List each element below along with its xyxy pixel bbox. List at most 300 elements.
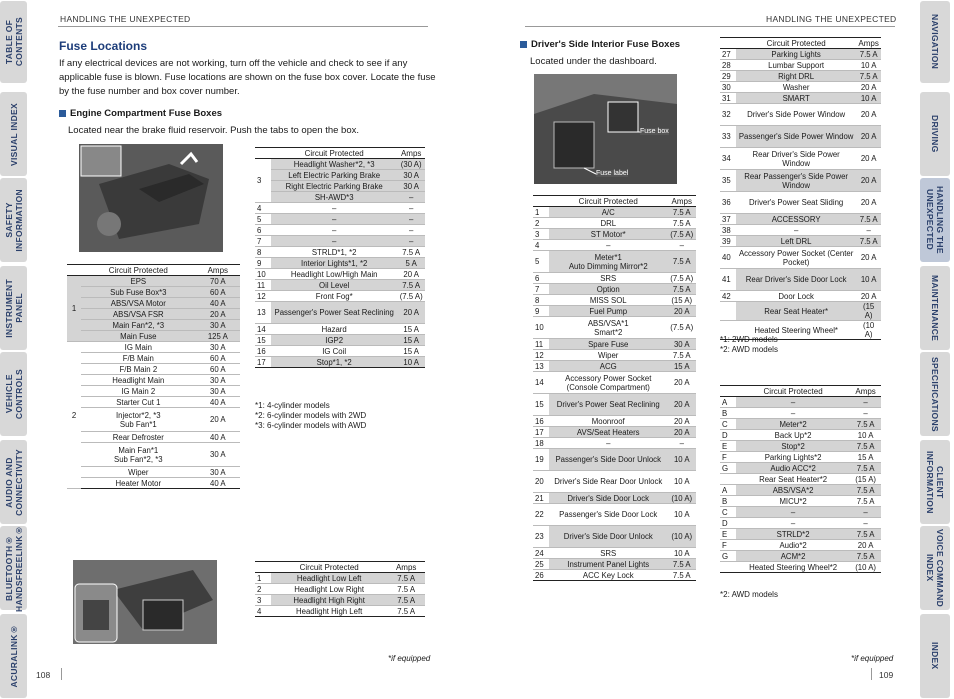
table-row [720, 236, 881, 247]
amps-value: 30 A [397, 170, 425, 181]
circuit-name: ABS/VSA*2 [736, 485, 850, 496]
side-tab-left-4[interactable] [0, 352, 27, 436]
circuit-name: DRL [549, 218, 667, 229]
circuit-name: Heater Motor [81, 478, 196, 489]
circuit-name: Oil Level [271, 280, 397, 291]
table-row [255, 225, 425, 236]
circuit-name: ABS/VSA Motor [81, 298, 196, 309]
circuit-name: Passenger's Power Seat Reclining [271, 302, 397, 324]
circuit-name: Rear Seat Heater* [736, 302, 856, 321]
fuse-number: 9 [533, 306, 549, 317]
circuit-name: F/B Main [81, 353, 196, 364]
table-row [533, 570, 696, 581]
table-row [67, 478, 240, 489]
fuse-number: E [720, 529, 736, 540]
side-tab-label: AUDIO AND CONNECTIVITY [3, 448, 24, 516]
fuse-number: 33 [720, 126, 736, 148]
fuse-number: 41 [720, 269, 736, 291]
table-row [533, 306, 696, 317]
table-row [255, 324, 425, 335]
amps-value: (10 A) [856, 321, 881, 340]
fuse-number: 4 [255, 606, 271, 617]
table-row [720, 225, 881, 236]
circuit-name: SRS [549, 273, 667, 284]
amps-value: – [397, 203, 425, 214]
side-tab-right-5[interactable] [920, 440, 950, 524]
amps-value: 7.5 A [850, 496, 881, 507]
side-tab-label: MAINTENANCE [930, 274, 940, 342]
circuit-name: Left DRL [736, 236, 856, 247]
col-amps-header: Amps [667, 196, 696, 207]
table-row [720, 529, 881, 540]
table-row [533, 317, 696, 339]
amps-value: 7.5 A [850, 441, 881, 452]
amps-value: 7.5 A [667, 350, 696, 361]
fuse-number: 25 [533, 559, 549, 570]
circuit-name: Instrument Panel Lights [549, 559, 667, 570]
amps-value: 20 A [667, 394, 696, 416]
section-square-icon [59, 110, 66, 117]
table-row [67, 408, 240, 432]
col-amps-header: Amps [387, 562, 425, 573]
table-row [255, 357, 425, 368]
engine-heading-text: Engine Compartment Fuse Boxes [70, 108, 223, 119]
interior-table-3-notes [720, 590, 778, 600]
amps-value: 30 A [196, 342, 240, 353]
side-tab-label: VEHICLE CONTROLS [3, 368, 24, 420]
table-row [533, 438, 696, 449]
circuit-name: F/B Main 2 [81, 364, 196, 375]
col-amps-header: Amps [196, 265, 240, 276]
amps-value: 20 A [667, 372, 696, 394]
fuse-number: 8 [533, 295, 549, 306]
table-row [67, 309, 240, 320]
fuse-number: 31 [720, 93, 736, 104]
interior-fuse-table-1 [533, 195, 696, 581]
table-row [255, 170, 425, 181]
circuit-name: Left Electric Parking Brake [271, 170, 397, 181]
fuse-number: 12 [255, 291, 271, 302]
circuit-name: Sub Fuse Box*3 [81, 287, 196, 298]
engine-photo-illustration [79, 144, 223, 252]
interior-table-2-notes [720, 335, 778, 355]
circuit-name: – [736, 518, 850, 529]
circuit-name: SRS [549, 548, 667, 559]
fuse-number: 13 [533, 361, 549, 372]
table-row [533, 207, 696, 218]
amps-value: 7.5 A [387, 595, 425, 606]
fuse-number: 5 [255, 214, 271, 225]
interior-desc: Located under the dashboard. [530, 56, 657, 67]
side-tab-right-1[interactable] [920, 92, 950, 176]
table-row [533, 295, 696, 306]
table-row [533, 559, 696, 570]
side-tab-right-3[interactable] [920, 266, 950, 350]
fuse-box-label: Fuse box [640, 128, 669, 135]
circuit-name: Driver's Side Rear Door Unlock [549, 471, 667, 493]
table-row [255, 247, 425, 258]
table-row [720, 269, 881, 291]
circuit-name: – [271, 236, 397, 247]
fuse-label-label: Fuse label [596, 170, 629, 177]
engine-fuse-box-photo [79, 144, 223, 252]
right-footnote: *if equipped [851, 654, 894, 663]
fuse-number: 15 [533, 394, 549, 416]
table-row [720, 485, 881, 496]
fuse-number: 37 [720, 214, 736, 225]
side-tab-right-0[interactable] [920, 1, 950, 83]
washer-photo-illustration [73, 560, 217, 644]
circuit-name: Accessory Power Socket (Console Compartment) [549, 372, 667, 394]
side-tab-label: NAVIGATION [930, 14, 940, 70]
table-row [533, 284, 696, 295]
amps-value: (15 A) [856, 302, 881, 321]
amps-value: 30 A [397, 181, 425, 192]
amps-value: – [850, 518, 881, 529]
table-row [67, 342, 240, 353]
col-amps-header: Amps [856, 38, 881, 49]
fuse-number: 24 [533, 548, 549, 559]
fuse-box-number: 1 [67, 276, 81, 342]
amps-value: 40 A [196, 478, 240, 489]
side-tab-right-6[interactable] [920, 526, 950, 610]
circuit-name: Passenger's Side Power Window [736, 126, 856, 148]
amps-value: 20 A [856, 170, 881, 192]
table-row [255, 302, 425, 324]
amps-value: 20 A [667, 416, 696, 427]
fuse-number: 27 [720, 49, 736, 60]
footnote-line: *2: 6-cylinder models with 2WD [255, 411, 367, 420]
amps-value: 30 A [196, 386, 240, 397]
amps-value: 20 A [856, 247, 881, 269]
fuse-number: 6 [533, 273, 549, 284]
table-row [67, 467, 240, 478]
amps-value: (15 A) [850, 474, 881, 485]
circuit-name: STRLD*1, *2 [271, 247, 397, 258]
table-row [720, 104, 881, 126]
table-row [255, 192, 425, 203]
washer-fuse-box-photo [73, 560, 217, 644]
circuit-name: – [271, 214, 397, 225]
table-row [533, 471, 696, 493]
fuse-number: 11 [533, 339, 549, 350]
amps-value: 10 A [667, 504, 696, 526]
fuse-number: 42 [720, 291, 736, 302]
table-row [255, 595, 425, 606]
table-row [255, 335, 425, 346]
circuit-name: Headlight Low Left [271, 573, 387, 584]
table-row [255, 203, 425, 214]
amps-value: 7.5 A [667, 284, 696, 295]
circuit-name: ABS/VSA FSR [81, 309, 196, 320]
amps-value: (7.5 A) [667, 317, 696, 339]
table-row [255, 159, 425, 170]
amps-value: 10 A [667, 449, 696, 471]
circuit-name: IGP2 [271, 335, 397, 346]
amps-value: – [850, 507, 881, 518]
table-row [533, 240, 696, 251]
amps-value: 30 A [196, 320, 240, 331]
table-row [720, 408, 881, 419]
circuit-name: A/C [549, 207, 667, 218]
table-row [533, 449, 696, 471]
side-tab-label: VISUAL INDEX [8, 102, 19, 166]
right-page-number: 109 [879, 670, 894, 680]
engine-desc: Located near the brake fluid reservoir. Push the tabs to open the box. [68, 125, 359, 136]
circuit-name: IG Main 2 [81, 386, 196, 397]
circuit-name: Headlight High Left [271, 606, 387, 617]
amps-value: 7.5 A [387, 606, 425, 617]
amps-value: 40 A [196, 298, 240, 309]
circuit-name: Driver's Side Door Lock [549, 493, 667, 504]
circuit-name: Right DRL [736, 71, 856, 82]
amps-value: 20 A [856, 291, 881, 302]
table-row [720, 291, 881, 302]
fuse-number: 3 [533, 229, 549, 240]
table-row [720, 397, 881, 408]
fuse-number: D [720, 518, 736, 529]
table-row [67, 287, 240, 298]
circuit-name: Driver's Side Power Window [736, 104, 856, 126]
circuit-name: Stop*2 [736, 441, 850, 452]
col-circuit-header: Circuit Protected [271, 562, 387, 573]
circuit-name: Heated Steering Wheel*2 [736, 562, 850, 573]
circuit-name: Stop*1, *2 [271, 357, 397, 368]
side-tab-left-2[interactable] [0, 178, 27, 262]
circuit-name: Starter Cut 1 [81, 397, 196, 408]
table-row [67, 432, 240, 443]
table-row [533, 273, 696, 284]
table-row [720, 507, 881, 518]
left-page-header: HANDLING THE UNEXPECTED [60, 14, 191, 24]
circuit-name: Headlight Low Right [271, 584, 387, 595]
circuit-name: Lumbar Support [736, 60, 856, 71]
fuse-number [720, 474, 736, 485]
table-row [67, 443, 240, 467]
table-row [533, 416, 696, 427]
amps-value: 7.5 A [397, 280, 425, 291]
amps-value: 7.5 A [387, 573, 425, 584]
interior-heading [520, 39, 680, 50]
table-row [255, 258, 425, 269]
fuse-number [720, 562, 736, 573]
col-number-header [255, 148, 271, 159]
fuse-number: 7 [533, 284, 549, 295]
circuit-name: Door Lock [736, 291, 856, 302]
col-circuit-header: Circuit Protected [81, 265, 196, 276]
fuse-number: D [720, 430, 736, 441]
amps-value: 7.5 A [850, 419, 881, 430]
fuse-number: A [720, 485, 736, 496]
amps-value: – [397, 214, 425, 225]
footnote-line: *2: AWD models [720, 345, 778, 354]
fuse-number: F [720, 452, 736, 463]
amps-value: 7.5 A [667, 207, 696, 218]
circuit-name: Main Fan*1 Sub Fan*2, *3 [81, 443, 196, 467]
table-row [720, 214, 881, 225]
amps-value: 20 A [667, 427, 696, 438]
section-square-icon [520, 41, 527, 48]
table-row [255, 214, 425, 225]
amps-value: 10 A [667, 471, 696, 493]
fuse-number: 11 [255, 280, 271, 291]
amps-value: – [397, 192, 425, 203]
table-row [67, 397, 240, 408]
side-tab-right-2[interactable] [920, 178, 950, 262]
circuit-name: Rear Driver's Side Door Lock [736, 269, 856, 291]
table-row [720, 496, 881, 507]
table-row [720, 93, 881, 104]
fuse-number: 36 [720, 192, 736, 214]
amps-value: 70 A [196, 276, 240, 287]
side-tab-left-6[interactable] [0, 526, 27, 610]
side-tab-label: ACURALINK® [8, 624, 19, 688]
table-row [720, 518, 881, 529]
table-row [720, 302, 881, 321]
circuit-name: SH-AWD*3 [271, 192, 397, 203]
circuit-name: Headlight Main [81, 375, 196, 386]
amps-value: 20 A [856, 104, 881, 126]
amps-value: 7.5 A [850, 463, 881, 474]
amps-value: 20 A [196, 309, 240, 320]
table-row [720, 60, 881, 71]
fuse-number: 16 [533, 416, 549, 427]
circuit-name: – [736, 507, 850, 518]
side-tab-left-3[interactable] [0, 266, 27, 350]
amps-value: – [850, 397, 881, 408]
circuit-name: Headlight High Right [271, 595, 387, 606]
side-tab-left-0[interactable] [0, 1, 27, 83]
amps-value: (7.5 A) [667, 273, 696, 284]
amps-value: 60 A [196, 364, 240, 375]
fuse-number: G [720, 463, 736, 474]
side-tab-left-7[interactable] [0, 614, 27, 698]
interior-fuse-table-2 [720, 37, 881, 340]
amps-value: 60 A [196, 287, 240, 298]
amps-value: 40 A [196, 432, 240, 443]
amps-value: (10 A) [667, 526, 696, 548]
circuit-name: Meter*2 [736, 419, 850, 430]
circuit-name: – [736, 225, 856, 236]
col-number-header [533, 196, 549, 207]
side-tab-right-7[interactable] [920, 614, 950, 698]
engine-fuse-table-b [255, 147, 425, 368]
side-tab-label: SAFETY INFORMATION [3, 188, 24, 252]
side-tab-left-5[interactable] [0, 440, 27, 524]
circuit-name: Right Electric Parking Brake [271, 181, 397, 192]
side-tab-right-4[interactable] [920, 352, 950, 436]
table-row [255, 280, 425, 291]
col-number-header [720, 38, 736, 49]
table-row [720, 419, 881, 430]
side-tab-left-1[interactable] [0, 92, 27, 176]
intro-text: If any electrical devices are not working, turn off the vehicle and check to see if any applicable fuse is blown. Fuse locations are shown on the fuse box cover. Locate the fuse by the fuse number and box cover number. [59, 58, 436, 97]
side-tab-label: SPECIFICATIONS [930, 356, 940, 432]
col-number-header [255, 562, 271, 573]
circuit-name: Driver's Side Door Unlock [549, 526, 667, 548]
amps-value: 20 A [856, 192, 881, 214]
fuse-number: 4 [533, 240, 549, 251]
fuse-number: 39 [720, 236, 736, 247]
circuit-name: ACG [549, 361, 667, 372]
amps-value: 15 A [667, 361, 696, 372]
fuse-number: 26 [533, 570, 549, 581]
table-row [67, 364, 240, 375]
fuse-number: 29 [720, 71, 736, 82]
amps-value: 15 A [850, 452, 881, 463]
amps-value: 7.5 A [850, 485, 881, 496]
circuit-name: – [549, 240, 667, 251]
side-tab-label: HANDLING THE UNEXPECTED [925, 186, 945, 254]
table-row [720, 540, 881, 551]
amps-value: 20 A [667, 306, 696, 317]
table-row [255, 291, 425, 302]
table-row [67, 298, 240, 309]
table-row [67, 331, 240, 342]
right-page-divider [871, 668, 872, 680]
amps-value: 10 A [856, 60, 881, 71]
table-row [533, 361, 696, 372]
fuse-number: 30 [720, 82, 736, 93]
right-page-header: HANDLING THE UNEXPECTED [766, 14, 897, 24]
amps-value: 125 A [196, 331, 240, 342]
amps-value: 20 A [856, 82, 881, 93]
amps-value: 10 A [397, 357, 425, 368]
table-row [720, 463, 881, 474]
amps-value: 30 A [667, 339, 696, 350]
footnote-line: *3: 6-cylinder models with AWD [255, 421, 367, 430]
footnote-line: *1: 4-cylinder models [255, 401, 330, 410]
amps-value: (7.5 A) [397, 291, 425, 302]
table-row [720, 247, 881, 269]
circuit-name: Driver's Power Seat Sliding [736, 192, 856, 214]
circuit-name: IG Main [81, 342, 196, 353]
circuit-name: AVS/Seat Heaters [549, 427, 667, 438]
amps-value: 40 A [196, 397, 240, 408]
amps-value: 10 A [850, 430, 881, 441]
table-row [720, 562, 881, 573]
amps-value: 10 A [667, 548, 696, 559]
circuit-name: ABS/VSA*1 Smart*2 [549, 317, 667, 339]
fuse-number: 34 [720, 148, 736, 170]
amps-value: (10 A) [667, 493, 696, 504]
amps-value: (10 A) [850, 562, 881, 573]
amps-value: – [850, 408, 881, 419]
fuse-number: 3 [255, 595, 271, 606]
amps-value: 30 A [196, 443, 240, 467]
circuit-name: STRLD*2 [736, 529, 850, 540]
circuit-name: SMART [736, 93, 856, 104]
footnote-line: *1: 2WD models [720, 335, 778, 344]
circuit-name: Injector*2, *3 Sub Fan*1 [81, 408, 196, 432]
circuit-name: – [736, 397, 850, 408]
col-circuit-header: Circuit Protected [736, 38, 856, 49]
interior-fuse-box-photo [534, 74, 677, 184]
col-circuit-header: Circuit Protected [736, 386, 850, 397]
fuse-number: 19 [533, 449, 549, 471]
circuit-name: Moonroof [549, 416, 667, 427]
table-row [533, 218, 696, 229]
fuse-number: 2 [255, 584, 271, 595]
circuit-name: Headlight Washer*2, *3 [271, 159, 397, 170]
fuse-number: 23 [533, 526, 549, 548]
fuse-number: 16 [255, 346, 271, 357]
side-tab-label: INSTRUMENT PANEL [3, 278, 24, 338]
circuit-name: Rear Defroster [81, 432, 196, 443]
col-number-header [67, 265, 81, 276]
table-row [533, 493, 696, 504]
table-row [720, 148, 881, 170]
